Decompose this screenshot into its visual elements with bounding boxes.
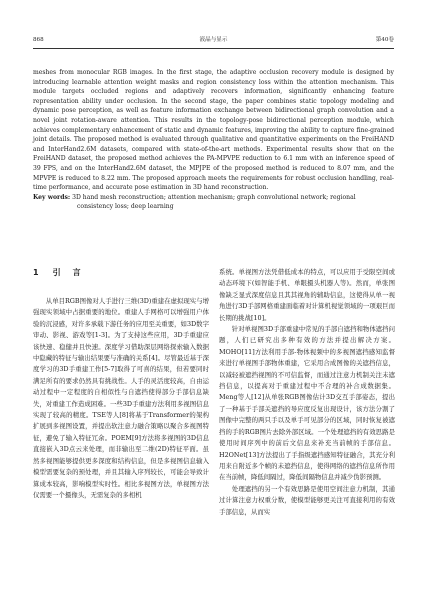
page-number: 868 (33, 37, 44, 43)
keywords (33, 193, 394, 212)
keywords-label: Key words: (33, 193, 71, 201)
section-number: 1 (33, 268, 41, 277)
page-header (33, 34, 394, 46)
keywords-line-2: consistency loss; deep learning (77, 203, 174, 211)
header-rule (33, 48, 394, 49)
keywords-line-1: 3D hand mesh reconstruction; attention mechanism; graph convolutional network; regional (72, 193, 356, 201)
left-paragraph-1: 从单目RGB图像对人手进行三维(3D)重建在虚拟现实与增强现实领域中占据重要的地位。重建人手网格可以增强用户体验的沉浸感，对许多承载下游任务的应用至关重要，如3D数字审动、影视、游戏等[1-3]。为了支持这些应用，3D手重建应该快速、稳健并且快速。深度学习借助深层网络探索输入数据中隐藏的特征与输出结果要与准确的关系[4]。尽管最近基于深度学习的3D手重建工作[5-7]取得了可喜的结果，但若要同时满足所有的要求仍然具有挑战性。人手的灵活度较高，自由运动过程中一定程度的自相似性与自遮挡使得部分手部信息缺失，对重建工作造成困难。一些3D手重建方法利用多视图信息实现了较高的精度。TSE等人[8]将基于Transformer的架构扩展到多视图设置，并提出软注意力融合策略以聚合多视图特征，避免了输入特征冗余。POEM[9]方法将多视图的3D信息直接嵌入3D点云来处理，而非输出至二维(2D)特征平面。虽然多视图能够提供更多深度和结构信息，但是多视图信息输入模型需要复杂的预处理，并且其输入序列较长，可能会导致计算成本较高，影响模型实时性。相比多视图方法，单视图方法仅需要一个摄像头，无需复杂的多相机 (33, 297, 209, 499)
section-heading (33, 267, 208, 278)
journal-name: 液晶与显示 (199, 37, 228, 43)
right-paragraph-3: 处理遮挡的另一个有效思路是使用空间注意力机制，其通过计算注意力权重分数，使模型能够更关注可直接利用的有效手部信息，从而实 (219, 484, 395, 516)
abstract-text: meshes from monocular RGB images. In the first stage, the adaptive occlusion recovery module is designed by introducing learnable attention weight masks and region consistency loss within the attention mechanism. This module targets occluded regions and adaptively recovers information, significantly enhancing feature representation ability under occlusion. In the second stage, the paper combines static topology modeling and dynamic pose perception, as well as feature information exchange between bidirectional graph convolution and a novel joint rotation-aware attention. This results in the topology-pose bidirectional perception module, which achieves complementary enhancement of static and dynamic features, improving the ability to capture fine-grained joint details. The proposed method is evaluated through qualitative and quantitative experiments on the FreiHAND and InterHand2.6M datasets, compared with state-of-the-art methods. Experimental results show that on the FreiHAND dataset, the proposed method achieves the PA-MPVPE reduction to 6.1 mm with an inference speed of 39 FPS, and on the InterHand2.6M dataset, the MPJPE of the proposed method is reduced to 8.07 mm, and the MPVPE is reduced to 8.22 mm. The proposed approach meets the requirements for robust occlusion handling, real-time performance, and accurate pose estimation in 3D hand reconstruction. (33, 69, 394, 192)
left-column (33, 296, 209, 578)
section-title: 引 言 (52, 268, 83, 277)
abstract-block (33, 68, 394, 212)
right-paragraph-2: 针对单视图3D手部重建中常见的手部自遮挡和物体遮挡问题，人们已研究出多种有效的方法并提出解决方案。MOHO[11]方法利用手部-物体视频中的多视图遮挡感知监督来进行单视图手部物体重建，它采用合成图像的关遮挡信息，以减轻被遮挡视图的不可信监督，而通过注意力机制关注未遮挡信息，以提高对于重建过程中不合理的补合成数据集。Meng等人[12]从单张RGB图像估计3D交互手部姿态，提出了一种基于手部关遮挡的导应度反复出现设计，该方法分割了图像中完整的两只手以及单手可见部分的区域，同时恢复被遮挡的手的RGB图片去除外部区域。一个处理遮挡的有效思路是使用时间序列中的前后文信息来补充当前帧的手部信息。H2ONet[13]方法提出了手指级遮挡感知特征融合，其充分利用来自附近多个帧的未遮挡信息，使得网络的遮挡信息所作用在当前帧，降低间隔过，降低间隔物信息并减少伪影预测。 (219, 325, 395, 482)
right-column (219, 267, 395, 578)
volume-label: 第40卷 (375, 37, 394, 43)
right-paragraph-1: 系统。单视图方法凭借低成本的特点，可以应用于受限空间或动态环境下(如智能手机、单眼摄头机器人等)。然而，单张图像缺乏显式深度信息且其其视角的辅助信息，这使得从单一视角进行3D手部网格重建面临着对计算机视觉领域的一项艰巨而长期的挑战[10]。 (219, 268, 395, 322)
